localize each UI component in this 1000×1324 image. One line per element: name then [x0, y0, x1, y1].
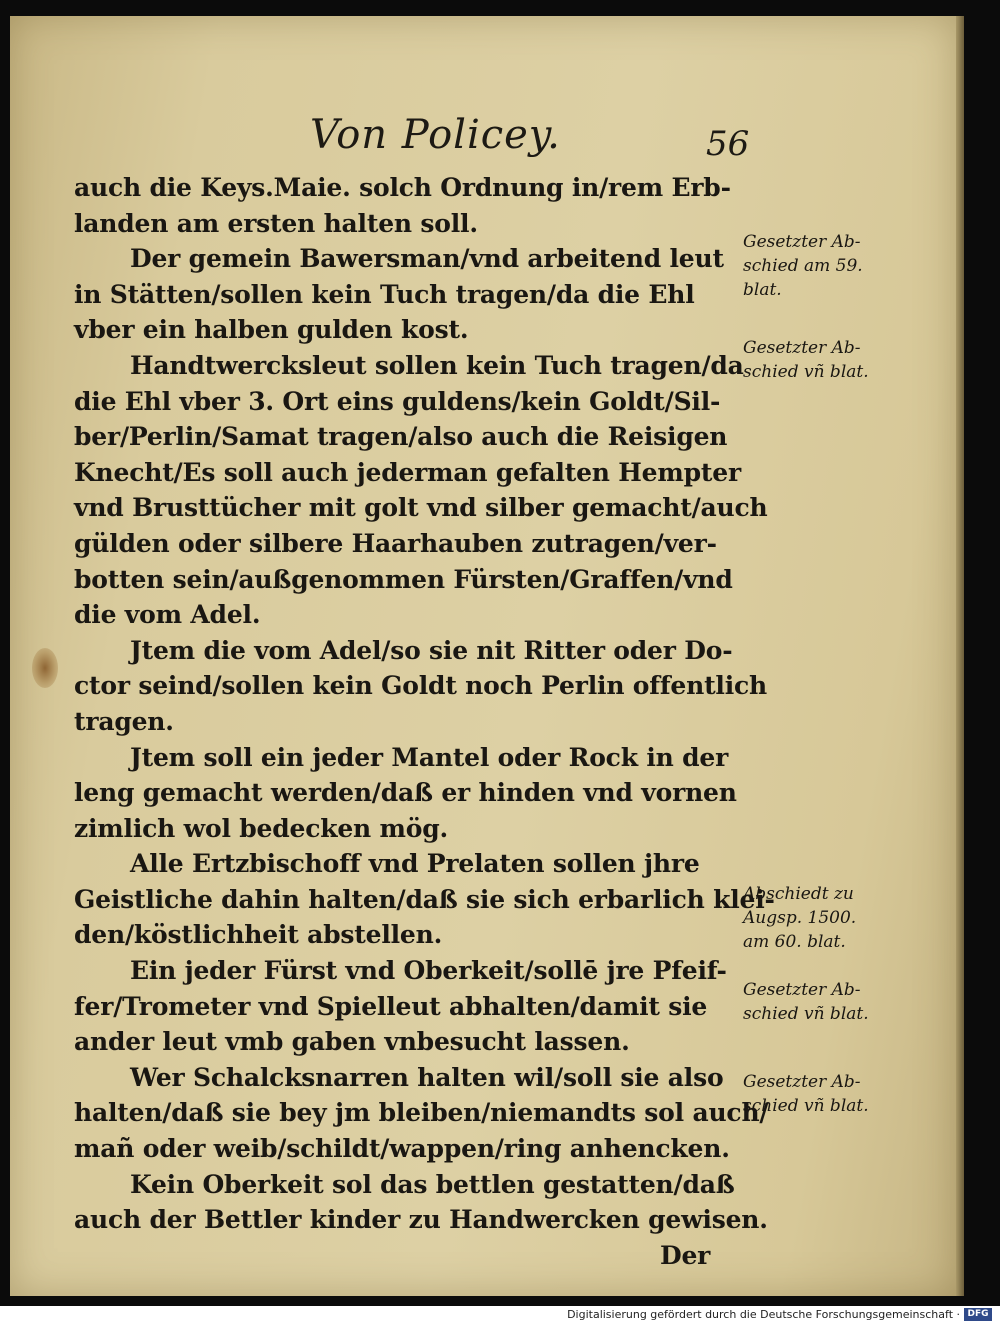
text-line: in Stätten/sollen kein Tuch tragen/da die Ehl	[74, 279, 695, 309]
margin-note-line: am 60. blat.	[743, 932, 846, 952]
margin-note-line: schied am 59.	[743, 256, 863, 276]
text-line: mañ oder weib/schildt/wappen/ring anhencken.	[74, 1134, 730, 1164]
text-line: ber/Perlin/Samat tragen/also auch die Reisigen	[74, 422, 728, 452]
text-line: Knecht/Es soll auch jederman gefalten Hempter	[74, 457, 741, 487]
text-line: Handtwercksleut sollen kein Tuch tragen/da	[130, 350, 744, 380]
margin-note-line: Gesetzter Ab-	[743, 980, 861, 1000]
text-line: Wer Schalcksnarren halten wil/soll sie also	[130, 1062, 724, 1092]
page-edge	[956, 16, 964, 1296]
text-line: halten/daß sie bey jm bleiben/niemandts sol auch/	[74, 1098, 769, 1128]
text-line: Jtem soll ein jeder Mantel oder Rock in der	[130, 742, 729, 772]
book-page	[10, 16, 956, 1296]
margin-note-line: schied vñ blat.	[743, 362, 869, 382]
text-line: auch die Keys.Maie. solch Ordnung in/rem Erb-	[74, 173, 731, 202]
text-line: ctor seind/sollen kein Goldt noch Perlin offentlich	[74, 671, 768, 701]
text-line: den/köstlichheit abstellen.	[74, 920, 443, 950]
text-line: vnd Brusttücher mit golt vnd silber gemacht/auch	[74, 493, 768, 523]
margin-note-line: Gesetzter Ab-	[743, 232, 861, 252]
margin-note-line: Abschiedt zu	[743, 884, 854, 904]
text-line: Der gemein Bawersman/vnd arbeitend leut	[130, 244, 724, 274]
text-line: fer/Trometer vnd Spielleut abhalten/damit sie	[74, 991, 708, 1021]
text-line: Kein Oberkeit sol das bettlen gestatten/daß	[130, 1169, 735, 1199]
running-head-title: Von Policey.	[310, 112, 561, 158]
footer-bar	[0, 1306, 1000, 1324]
margin-note-line: Augsp. 1500.	[743, 908, 857, 928]
text-line: ander leut vmb gaben vnbesucht lassen.	[74, 1027, 630, 1057]
text-line: die vom Adel.	[74, 600, 261, 630]
margin-note	[743, 336, 869, 384]
text-line: vber ein halben gulden kost.	[74, 315, 469, 345]
text-line: Geistliche dahin halten/daß sie sich erbarlich klei-	[74, 884, 775, 914]
catchword: Der	[660, 1240, 711, 1270]
margin-note-line: schied vñ blat.	[743, 1096, 869, 1116]
text-line: tragen.	[74, 706, 174, 736]
text-line: Alle Ertzbischoff vnd Prelaten sollen jhre	[130, 849, 700, 879]
margin-note	[743, 230, 863, 302]
text-line: auch der Bettler kinder zu Handwercken gewisen.	[74, 1205, 768, 1235]
text-line: leng gemacht werden/daß er hinden vnd vornen	[74, 778, 737, 808]
funding-credit: Digitalisierung gefördert durch die Deutsche Forschungsgemeinschaft ·	[567, 1308, 960, 1321]
margin-note-line: schied vñ blat.	[743, 1004, 869, 1024]
dfg-logo-icon: DFG	[964, 1308, 992, 1321]
text-line: Ein jeder Fürst vnd Oberkeit/sollē jre Pfeif-	[130, 956, 727, 986]
margin-note-line: Gesetzter Ab-	[743, 1072, 861, 1092]
text-line: die Ehl vber 3. Ort eins guldens/kein Goldt/Sil-	[74, 386, 721, 416]
margin-note	[743, 1070, 869, 1118]
text-line: botten sein/außgenommen Fürsten/Graffen/vnd	[74, 564, 733, 594]
margin-note	[743, 882, 856, 954]
text-line: gülden oder silbere Haarhauben zutragen/ver-	[74, 528, 717, 558]
margin-note	[743, 978, 869, 1026]
ink-stain	[32, 648, 58, 688]
margin-note-line: blat.	[743, 280, 782, 300]
text-line: zimlich wol bedecken mög.	[74, 813, 449, 843]
text-line: Jtem die vom Adel/so sie nit Ritter oder Do-	[130, 635, 733, 665]
text-line: landen am ersten halten soll.	[74, 208, 478, 238]
page-number: 56	[706, 124, 750, 164]
margin-note-line: Gesetzter Ab-	[743, 338, 861, 358]
